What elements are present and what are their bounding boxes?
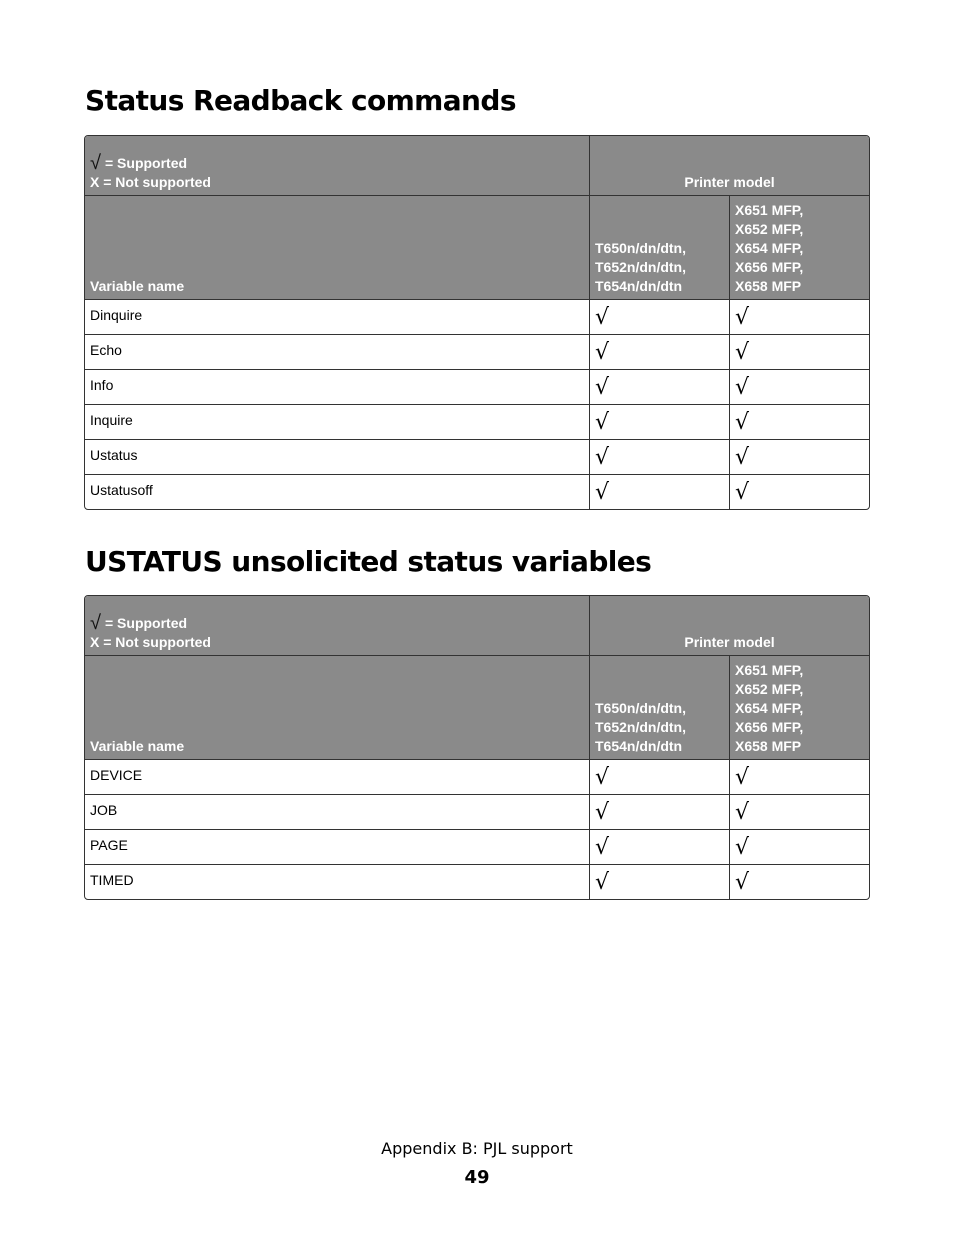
model-header-t650 — [589, 656, 729, 759]
model-line: X654 MFP, — [735, 240, 804, 256]
variable-name: TIMED — [90, 872, 134, 888]
checkmark-icon: √ — [589, 335, 729, 369]
model-line: X651 MFP, — [735, 662, 804, 678]
table-row — [85, 864, 869, 899]
variable-name: Info — [90, 377, 114, 393]
checkmark-icon: √ — [729, 300, 869, 334]
variable-name-header — [85, 656, 589, 759]
checkmark-icon: √ — [729, 440, 869, 474]
variable-name: Dinquire — [90, 307, 143, 323]
checkmark-icon: √ — [729, 335, 869, 369]
table-row — [85, 474, 869, 509]
model-line: X654 MFP, — [735, 700, 804, 716]
legend-not-supported: X = Not supported — [90, 174, 211, 190]
model-line: X652 MFP, — [735, 681, 804, 697]
model-line: T652n/dn/dtn, — [595, 719, 686, 735]
table-row — [85, 759, 869, 794]
checkmark-icon: √ — [589, 300, 729, 334]
legend-cell — [85, 136, 589, 195]
model-header-t650 — [589, 196, 729, 299]
checkmark-icon: √ — [589, 475, 729, 509]
column-header-row — [85, 195, 869, 299]
checkmark-icon: √ — [589, 405, 729, 439]
table-row — [85, 439, 869, 474]
model-line: X652 MFP, — [735, 221, 804, 237]
legend-supported: = Supported — [104, 615, 188, 631]
checkmark-icon: √ — [589, 760, 729, 794]
model-line: X651 MFP, — [735, 202, 804, 218]
status-readback-table — [84, 135, 870, 510]
checkmark-icon: √ — [729, 795, 869, 829]
table-row — [85, 299, 869, 334]
section-title-ustatus-variables: USTATUS unsolicited status variables — [85, 545, 652, 578]
variable-name-label: Variable name — [90, 738, 185, 754]
ustatus-variables-table — [84, 595, 870, 900]
table-row — [85, 794, 869, 829]
legend-supported: = Supported — [104, 155, 188, 171]
variable-name: PAGE — [90, 837, 128, 853]
model-line: T654n/dn/dtn — [595, 738, 683, 754]
checkmark-icon: √ — [90, 152, 101, 174]
legend-cell — [85, 596, 589, 655]
table-row — [85, 404, 869, 439]
variable-name-header — [85, 196, 589, 299]
variable-name: DEVICE — [90, 767, 143, 783]
variable-name: Inquire — [90, 412, 133, 428]
model-line: X658 MFP — [735, 278, 802, 294]
table-row — [85, 369, 869, 404]
checkmark-icon: √ — [729, 760, 869, 794]
checkmark-icon: √ — [90, 612, 101, 634]
legend-header-row — [85, 596, 869, 655]
checkmark-icon: √ — [589, 865, 729, 899]
model-line: T650n/dn/dtn, — [595, 240, 686, 256]
checkmark-icon: √ — [729, 830, 869, 864]
model-header-x651 — [729, 196, 869, 299]
printer-model-header: Printer model — [589, 596, 869, 655]
checkmark-icon: √ — [729, 405, 869, 439]
checkmark-icon: √ — [729, 370, 869, 404]
checkmark-icon: √ — [589, 795, 729, 829]
footer-appendix-label: Appendix B: PJL support — [381, 1139, 573, 1158]
model-line: X656 MFP, — [735, 719, 804, 735]
table-row — [85, 829, 869, 864]
variable-name-label: Variable name — [90, 278, 185, 294]
section-title-status-readback: Status Readback commands — [85, 84, 516, 117]
variable-name: Echo — [90, 342, 122, 358]
page-number: 49 — [464, 1167, 490, 1188]
checkmark-icon: √ — [589, 440, 729, 474]
model-line: T650n/dn/dtn, — [595, 700, 686, 716]
printer-model-header: Printer model — [589, 136, 869, 195]
checkmark-icon: √ — [589, 370, 729, 404]
model-line: T654n/dn/dtn — [595, 278, 683, 294]
legend-not-supported: X = Not supported — [90, 634, 211, 650]
variable-name: Ustatusoff — [90, 482, 153, 498]
model-line: X656 MFP, — [735, 259, 804, 275]
model-line: T652n/dn/dtn, — [595, 259, 686, 275]
model-header-x651 — [729, 656, 869, 759]
variable-name: Ustatus — [90, 447, 138, 463]
column-header-row — [85, 655, 869, 759]
legend-header-row — [85, 136, 869, 195]
checkmark-icon: √ — [729, 865, 869, 899]
model-line: X658 MFP — [735, 738, 802, 754]
checkmark-icon: √ — [589, 830, 729, 864]
checkmark-icon: √ — [729, 475, 869, 509]
table-row — [85, 334, 869, 369]
variable-name: JOB — [90, 802, 118, 818]
